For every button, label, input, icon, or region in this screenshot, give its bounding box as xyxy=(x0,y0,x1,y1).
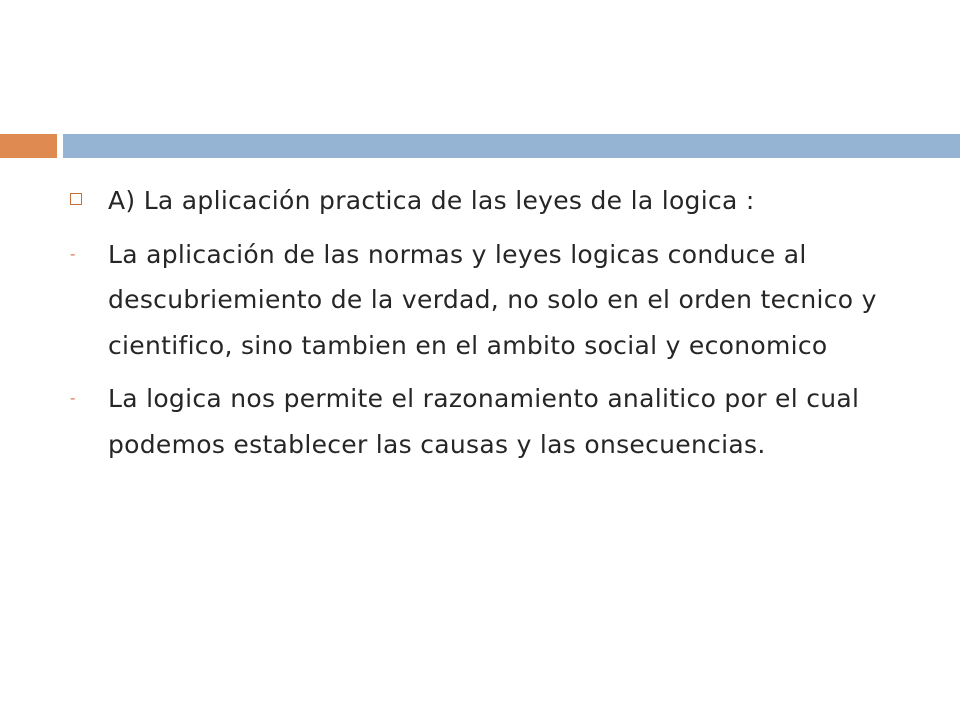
bullet-text: La aplicación de las normas y leyes logicas conduce al descubriemiento de la verdad, no solo en el orden tecnico y cientifico, sino tambien en el ambito social y economico xyxy=(108,239,877,360)
square-bullet-icon xyxy=(70,193,82,205)
bullet-text: La logica nos permite el razonamiento analitico por el cual podemos establecer las causas y las onsecuencias. xyxy=(108,384,860,459)
bullet-list xyxy=(70,178,920,467)
bullet-item-heading xyxy=(70,178,920,224)
header-accent-bar xyxy=(0,134,57,158)
header-bar xyxy=(63,134,960,158)
bullet-item xyxy=(70,376,920,467)
dash-bullet-icon: - xyxy=(70,389,76,407)
dash-bullet-icon: - xyxy=(70,244,76,263)
bullet-text: A) La aplicación practica de las leyes de la logica : xyxy=(108,186,755,215)
bullet-item xyxy=(70,232,920,369)
